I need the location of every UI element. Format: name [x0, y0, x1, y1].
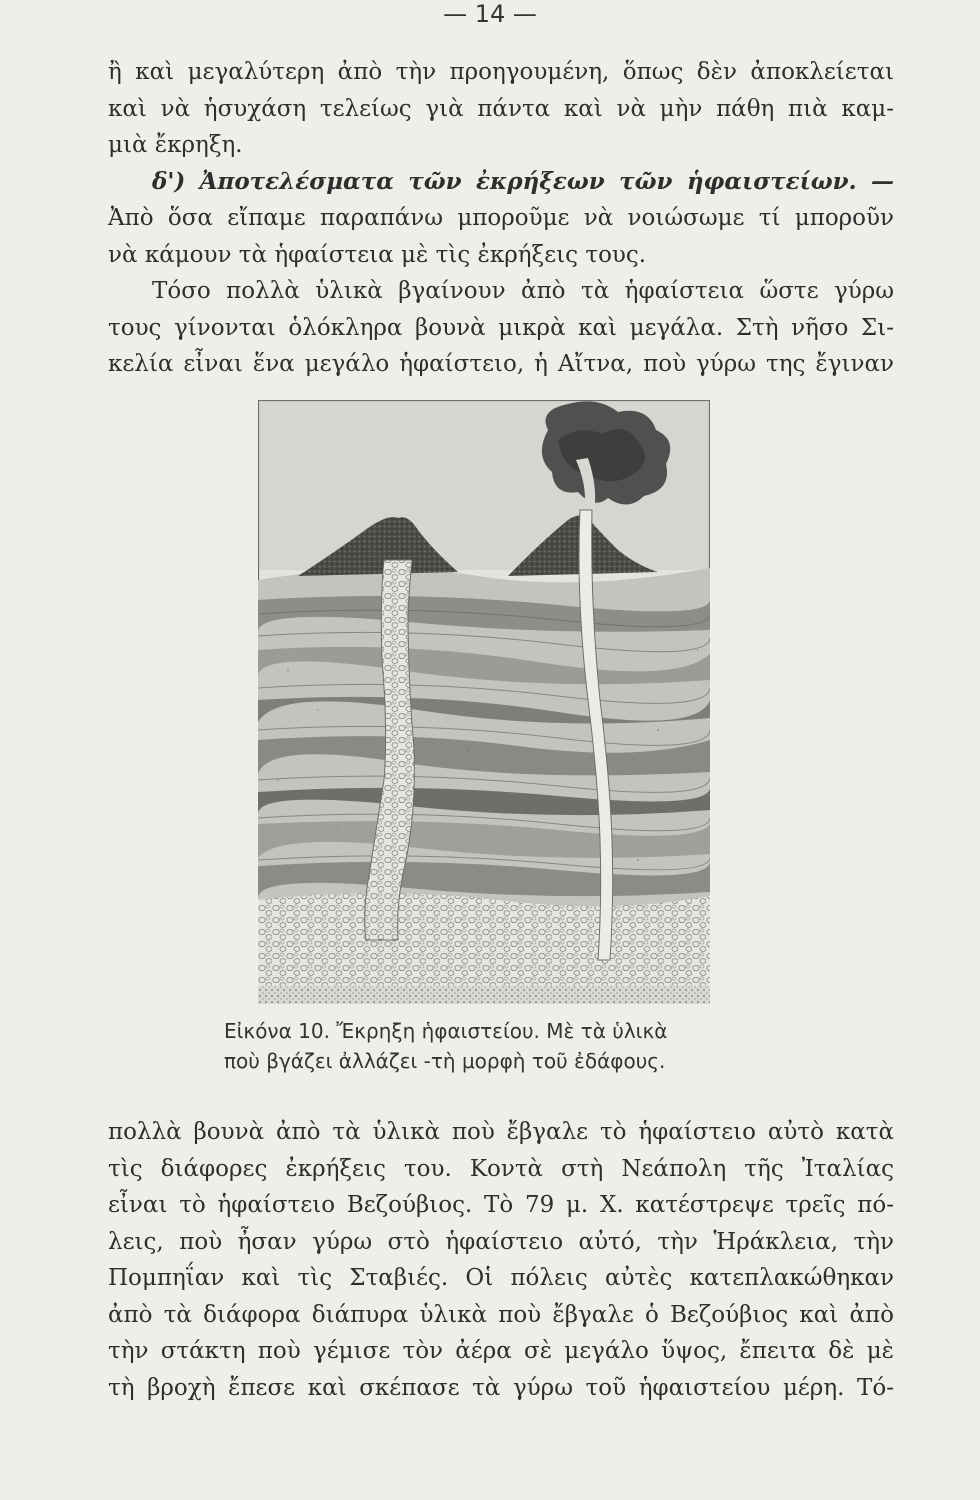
- text-line: ἀπὸ τὰ διάφορα διάπυρα ὑλικὰ ποὺ ἔβγαλε ὁ Βεζούβιος καὶ ἀπὸ: [108, 1301, 894, 1328]
- text-line: τὴν στάκτη ποὺ γέμισε τὸν ἀέρα σὲ μεγάλο ὕψος, ἔπειτα δὲ μὲ: [108, 1338, 894, 1364]
- volcano-eruption-illustration: [258, 400, 710, 1004]
- text-line: τὴ βροχὴ ἔπεσε καὶ σκέπασε τὰ γύρω τοῦ ἡφαιστείου μέρη. Τό-: [108, 1374, 894, 1401]
- text-line: κελία εἶναι ἕνα μεγάλο ἡφαίστειο, ἡ Αἴτνα, ποὺ γύρω της ἔγιναν: [108, 351, 894, 377]
- figure-caption: [224, 1016, 784, 1076]
- text-line: καὶ νὰ ἡσυχάση τελείως γιὰ πάντα καὶ νὰ μὴν πάθη πιὰ καμ-: [108, 95, 894, 122]
- section-heading: δ') Ἀποτελέσματα τῶν ἐκρήξεων τῶν ἡφαιστείων. —: [152, 167, 894, 195]
- text-line: λεις, ποὺ ἦσαν γύρω στὸ ἡφαίστειο αὐτό, τὴν Ἡράκλεια, τὴν: [108, 1228, 894, 1255]
- text-line: ἢ καὶ μεγαλύτερη ἀπὸ τὴν προηγουμένη, ὅπως δὲν ἀποκλείεται: [108, 59, 894, 85]
- text-line: Ἀπὸ ὅσα εἴπαμε παραπάνω μποροῦμε νὰ νοιώσωμε τί μποροῦν: [108, 205, 894, 231]
- caption-line: Εἰκόνα 10. Ἔκρηξη ἡφαιστείου. Μὲ τὰ ὑλικὰ: [224, 1019, 668, 1043]
- text-line: Πομπηΐαν καὶ τὶς Σταβιές. Οἱ πόλεις αὐτὲς κατεπλακώθηκαν: [108, 1265, 894, 1291]
- bottom-paragraph: [108, 1114, 894, 1406]
- text-line: εἶναι τὸ ἡφαίστειο Βεζούβιος. Τὸ 79 μ. Χ. κατέστρεψε τρεῖς πό-: [108, 1192, 894, 1218]
- text-line: Τόσο πολλὰ ὑλικὰ βγαίνουν ἀπὸ τὰ ἡφαίστεια ὥστε γύρω: [152, 278, 894, 304]
- text-line: πολλὰ βουνὰ ἀπὸ τὰ ὑλικὰ ποὺ ἔβγαλε τὸ ἡφαίστειο αὐτὸ κατὰ: [108, 1119, 894, 1145]
- text-line: νὰ κάμουν τὰ ἡφαίστεια μὲ τὶς ἐκρήξεις τους.: [108, 241, 647, 268]
- caption-line: ποὺ βγάζει ἀλλάζει -τὴ μορφὴ τοῦ ἐδάφους.: [224, 1049, 666, 1073]
- text-line: τὶς διάφορες ἐκρήξεις του. Κοντὰ στὴ Νεάπολη τῆς Ἰταλίας: [108, 1155, 894, 1182]
- text-line: τους γίνονται ὁλόκληρα βουνὰ μικρὰ καὶ μεγάλα. Στὴ νῆσο Σι-: [108, 314, 894, 341]
- text-line: μιὰ ἔκρηξη.: [108, 132, 243, 158]
- page-number: — 14 —: [443, 0, 537, 28]
- top-paragraphs: [108, 54, 894, 383]
